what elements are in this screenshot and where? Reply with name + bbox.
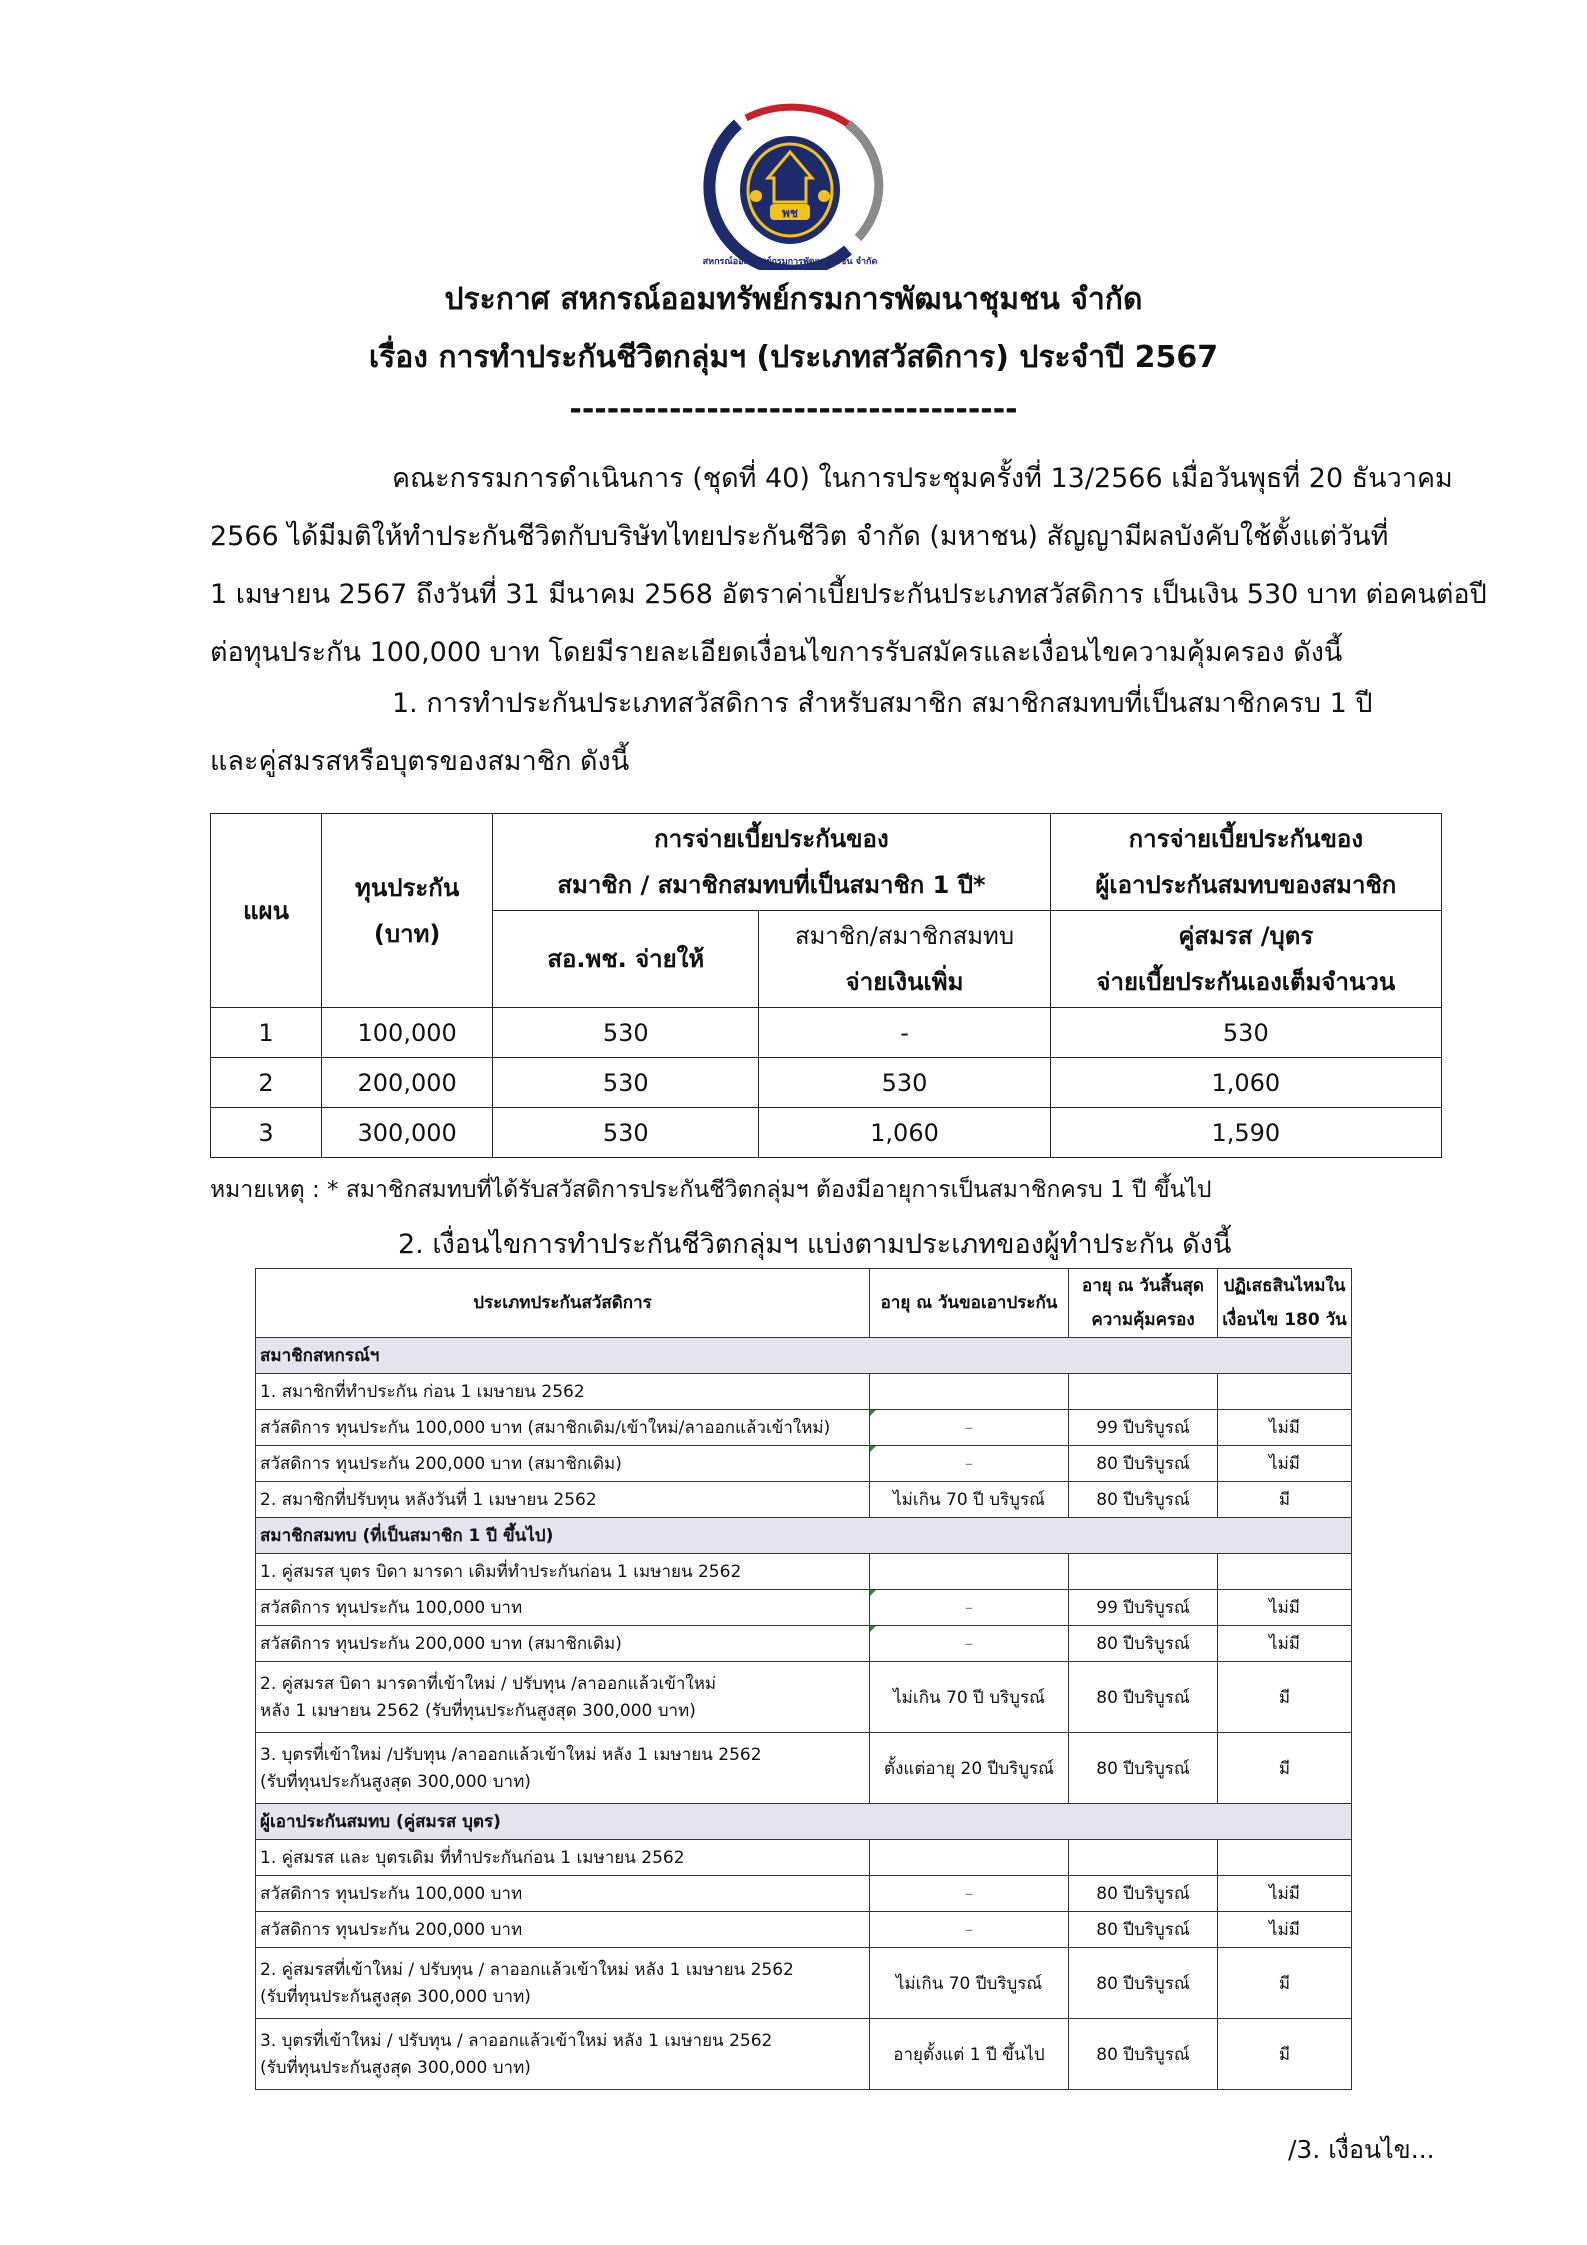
logo-red-arc (746, 107, 848, 124)
type-line1: 3. บุตรที่เข้าใหม่ / ปรับทุน / ลาออกแล้วเข้าใหม่ หลัง 1 เมษายน 2562 (260, 2031, 773, 2051)
table-row (256, 1840, 1352, 1876)
announcement-subject: เรื่อง การทำประกันชีวิตกลุ่มฯ (ประเภทสวัสดิการ) ประจำปี 2567 (368, 340, 1219, 375)
age-request-cell: – (870, 1410, 1069, 1446)
reject-cell: ไม่มี (1218, 1590, 1352, 1626)
reject-cell: มี (1218, 2019, 1352, 2090)
logo-left-ornament (750, 190, 762, 202)
logo-center-text: พช (781, 206, 799, 220)
section-label: สมาชิกสหกรณ์ฯ (256, 1338, 1352, 1374)
age-end-cell: 80 ปีบริบูรณ์ (1069, 1662, 1218, 1733)
header-reject-line1: ปฏิเสธสินไหมใน (1223, 1276, 1346, 1296)
cell-spouse: 1,060 (1050, 1058, 1441, 1108)
age-end-cell: 80 ปีบริบูรณ์ (1069, 1948, 1218, 2019)
header-spouse-line1: การจ่ายเบี้ยประกันของ (1128, 825, 1364, 853)
announcement-title: ประกาศ สหกรณ์ออมทรัพย์กรมการพัฒนาชุมชน จำกัด (444, 282, 1143, 317)
table-row (256, 1626, 1352, 1662)
header-member-line2: สมาชิก / สมาชิกสมทบที่เป็นสมาชิก 1 ปี* (557, 871, 986, 899)
age-request-cell: – (870, 1912, 1069, 1948)
header-plan: แผน (211, 814, 322, 1008)
type-line2: (รับที่ทุนประกันสูงสุด 300,000 บาท) (260, 1987, 531, 2007)
type-cell (256, 1948, 870, 2019)
header-age-end-line1: อายุ ณ วันสิ้นสุด (1082, 1276, 1204, 1296)
cell-extra: 530 (759, 1058, 1050, 1108)
reject-cell: มี (1218, 1482, 1352, 1518)
table-row (256, 1554, 1352, 1590)
age-request-cell: ตั้งแต่อายุ 20 ปีบริบูรณ์ (870, 1733, 1069, 1804)
type-cell (256, 1662, 870, 1733)
table-row (256, 1446, 1352, 1482)
age-request-cell: ไม่เกิน 70 ปีบริบูรณ์ (870, 1948, 1069, 2019)
header-fund-line1: ทุนประกัน (355, 873, 460, 902)
age-end-cell: 80 ปีบริบูรณ์ (1069, 1876, 1218, 1912)
conditions-table (255, 1268, 1352, 2090)
type-cell: สวัสดิการ ทุนประกัน 200,000 บาท (256, 1912, 870, 1948)
table-row (256, 1733, 1352, 1804)
intro-line-4: ต่อทุนประกัน 100,000 บาท โดยมีรายละเอียดเงื่อนไขการรับสมัครและเงื่อนไขความคุ้มครอง ดังนี้ (210, 637, 1343, 668)
section-label: สมาชิกสมทบ (ที่เป็นสมาชิก 1 ปี ขึ้นไป) (256, 1518, 1352, 1554)
type-cell: 1. คู่สมรส บุตร บิดา มารดา เดิมที่ทำประกันก่อน 1 เมษายน 2562 (256, 1554, 870, 1590)
age-end-cell: 80 ปีบริบูรณ์ (1069, 2019, 1218, 2090)
age-end-cell: 99 ปีบริบูรณ์ (1069, 1590, 1218, 1626)
reject-cell: มี (1218, 1662, 1352, 1733)
header-spouse-premium (1050, 814, 1441, 911)
type-cell: 1. คู่สมรส และ บุตรเดิม ที่ทำประกันก่อน 1 เมษายน 2562 (256, 1840, 870, 1876)
table-row (211, 1008, 1442, 1058)
header-member-line1: การจ่ายเบี้ยประกันของ (654, 825, 889, 853)
section-row-members (256, 1338, 1352, 1374)
age-request-cell: ไม่เกิน 70 ปี บริบูรณ์ (870, 1482, 1069, 1518)
header-age-request: อายุ ณ วันขอเอาประกัน (870, 1269, 1069, 1338)
section-label: ผู้เอาประกันสมทบ (คู่สมรส บุตร) (256, 1804, 1352, 1840)
header-insurance-type: ประเภทประกันสวัสดิการ (256, 1269, 870, 1338)
type-cell: 2. สมาชิกที่ปรับทุน หลังวันที่ 1 เมษายน 2562 (256, 1482, 870, 1518)
table-footnote: หมายเหตุ : * สมาชิกสมทบที่ได้รับสวัสดิการประกันชีวิตกลุ่มฯ ต้องมีอายุการเป็นสมาชิกครบ 1 ปี ขึ้นไป (210, 1177, 1212, 1203)
age-request-cell: – (870, 1590, 1069, 1626)
cell-spouse: 1,590 (1050, 1108, 1441, 1158)
type-cell: สวัสดิการ ทุนประกัน 100,000 บาท (256, 1876, 870, 1912)
type-cell: 1. สมาชิกที่ทำประกัน ก่อน 1 เมษายน 2562 (256, 1374, 870, 1410)
cell-extra: 1,060 (759, 1108, 1050, 1158)
cooperative-seal-logo (698, 98, 888, 270)
reject-cell: ไม่มี (1218, 1446, 1352, 1482)
section-row-co-insured (256, 1804, 1352, 1840)
header-spouse-line2: ผู้เอาประกันสมทบของสมาชิก (1095, 871, 1397, 899)
type-cell: สวัสดิการ ทุนประกัน 100,000 บาท (256, 1590, 870, 1626)
cell-coop: 530 (493, 1008, 759, 1058)
logo-ring-text: สหกรณ์ออมทรัพย์กรมการพัฒนาชุมชน จำกัด (702, 257, 878, 267)
reject-cell: ไม่มี (1218, 1626, 1352, 1662)
table-row (256, 1374, 1352, 1410)
header-extra-line2: จ่ายเงินเพิ่ม (845, 968, 964, 996)
header-spouse-full (1050, 911, 1441, 1008)
intro-line-3: 1 เมษายน 2567 ถึงวันที่ 31 มีนาคม 2568 อัตราค่าเบี้ยประกันประเภทสวัสดิการ เป็นเงิน 530 บาท ต่อคนต่อปี (210, 579, 1487, 610)
age-end-cell: 80 ปีบริบูรณ์ (1069, 1446, 1218, 1482)
type-line1: 2. คู่สมรส บิดา มารดาที่เข้าใหม่ / ปรับทุน /ลาออกแล้วเข้าใหม่ (260, 1674, 717, 1694)
cell-coop: 530 (493, 1058, 759, 1108)
cell-plan: 3 (211, 1108, 322, 1158)
header-member-extra (759, 911, 1050, 1008)
section-1-line-2: และคู่สมรสหรือบุตรของสมาชิก ดังนี้ (210, 746, 630, 777)
header-reject-line2: เงื่อนไข 180 วัน (1222, 1310, 1347, 1330)
age-request-cell: อายุตั้งแต่ 1 ปี ขึ้นไป (870, 2019, 1069, 2090)
logo-gray-band (848, 124, 879, 238)
type-line2: หลัง 1 เมษายน 2562 (รับที่ทุนประกันสูงสุด 300,000 บาท) (260, 1701, 696, 1721)
section-1-line-1: 1. การทำประกันประเภทสวัสดิการ สำหรับสมาชิก สมาชิกสมทบที่เป็นสมาชิกครบ 1 ปี (392, 688, 1373, 719)
table-row (256, 1662, 1352, 1733)
cell-fund: 300,000 (322, 1108, 493, 1158)
header-age-end-line2: ความคุ้มครอง (1091, 1310, 1195, 1330)
type-cell (256, 1733, 870, 1804)
cell-fund: 100,000 (322, 1008, 493, 1058)
intro-line-1: คณะกรรมการดำเนินการ (ชุดที่ 40) ในการประชุมครั้งที่ 13/2566 เมื่อวันพุธที่ 20 ธันวาคม (392, 463, 1453, 494)
premium-table (210, 813, 1442, 1158)
age-request-cell: ไม่เกิน 70 ปี บริบูรณ์ (870, 1662, 1069, 1733)
age-end-cell: 80 ปีบริบูรณ์ (1069, 1912, 1218, 1948)
continued-on-next-page: /3. เงื่อนไข... (1288, 2135, 1435, 2164)
table-row (256, 1948, 1352, 2019)
header-member-premium (493, 814, 1050, 911)
type-line1: 3. บุตรที่เข้าใหม่ /ปรับทุน /ลาออกแล้วเข้าใหม่ หลัง 1 เมษายน 2562 (260, 1745, 762, 1765)
intro-paragraph (210, 450, 1487, 682)
cell-fund: 200,000 (322, 1058, 493, 1108)
age-end-cell: 80 ปีบริบูรณ์ (1069, 1626, 1218, 1662)
header-fund-line2: (บาท) (373, 919, 441, 948)
type-line1: 2. คู่สมรสที่เข้าใหม่ / ปรับทุน / ลาออกแล้วเข้าใหม่ หลัง 1 เมษายน 2562 (260, 1960, 794, 1980)
cell-extra: - (759, 1008, 1050, 1058)
table-row (211, 1108, 1442, 1158)
cell-plan: 1 (211, 1008, 322, 1058)
age-end-cell: 80 ปีบริบูรณ์ (1069, 1482, 1218, 1518)
cell-plan: 2 (211, 1058, 322, 1108)
header-coop-pays: สอ.พช. จ่ายให้ (493, 911, 759, 1008)
header-extra-line1: สมาชิก/สมาชิกสมทบ (794, 922, 1015, 950)
reject-cell: ไม่มี (1218, 1410, 1352, 1446)
section-row-associates (256, 1518, 1352, 1554)
title-divider: ------------------------------------ (569, 392, 1018, 427)
age-end-cell: 99 ปีบริบูรณ์ (1069, 1410, 1218, 1446)
cell-spouse: 530 (1050, 1008, 1441, 1058)
type-cell: สวัสดิการ ทุนประกัน 200,000 บาท (สมาชิกเดิม) (256, 1446, 870, 1482)
conditions-header-row (256, 1269, 1352, 1338)
age-end-cell: 80 ปีบริบูรณ์ (1069, 1733, 1218, 1804)
age-request-cell: – (870, 1626, 1069, 1662)
type-cell (256, 2019, 870, 2090)
table-row (256, 1482, 1352, 1518)
type-line2: (รับที่ทุนประกันสูงสุด 300,000 บาท) (260, 1772, 531, 1792)
age-request-cell: – (870, 1446, 1069, 1482)
table-row (256, 1876, 1352, 1912)
age-request-cell: – (870, 1876, 1069, 1912)
header-full-line1: คู่สมรส /บุตร (1178, 922, 1314, 950)
section-2-heading: 2. เงื่อนไขการทำประกันชีวิตกลุ่มฯ แบ่งตามประเภทของผู้ทำประกัน ดังนี้ (398, 1229, 1232, 1260)
intro-line-2: 2566 ได้มีมติให้ทำประกันชีวิตกับบริษัทไทยประกันชีวิต จำกัด (มหาชน) สัญญามีผลบังคับใช้ตั้งแต่วันที่ (210, 521, 1389, 552)
table-row (256, 1912, 1352, 1948)
cell-coop: 530 (493, 1108, 759, 1158)
table-row (211, 1058, 1442, 1108)
reject-cell: ไม่มี (1218, 1912, 1352, 1948)
header-reject (1218, 1269, 1352, 1338)
reject-cell: มี (1218, 1948, 1352, 2019)
table-row (256, 1590, 1352, 1626)
type-line2: (รับที่ทุนประกันสูงสุด 300,000 บาท) (260, 2058, 531, 2078)
reject-cell: มี (1218, 1733, 1352, 1804)
header-full-line2: จ่ายเบี้ยประกันเองเต็มจำนวน (1096, 968, 1396, 996)
table-row (256, 1410, 1352, 1446)
section-1-heading (210, 675, 1435, 791)
header-fund (322, 814, 493, 1008)
type-cell: สวัสดิการ ทุนประกัน 100,000 บาท (สมาชิกเดิม/เข้าใหม่/ลาออกแล้วเข้าใหม่) (256, 1410, 870, 1446)
header-age-end (1069, 1269, 1218, 1338)
type-cell: สวัสดิการ ทุนประกัน 200,000 บาท (สมาชิกเดิม) (256, 1626, 870, 1662)
logo-right-ornament (818, 190, 830, 202)
reject-cell: ไม่มี (1218, 1876, 1352, 1912)
table-row (256, 2019, 1352, 2090)
